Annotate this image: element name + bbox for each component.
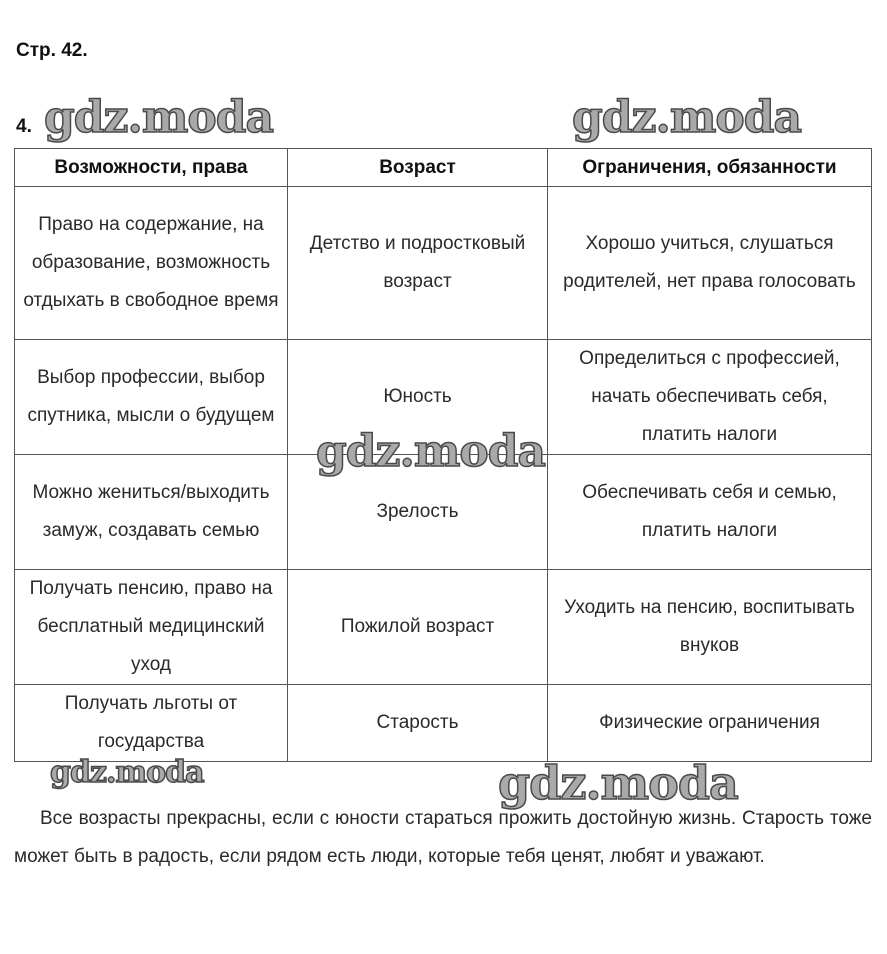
table-row [15,187,872,340]
cell-duties: Хорошо учиться, слушаться родителей, нет права голосовать [548,187,872,340]
task-number: 4. [16,116,32,137]
column-header-duties: Ограничения, обязанности [548,149,872,187]
cell-age: Зрелость [288,455,548,570]
cell-age: Старость [288,685,548,762]
cell-duties: Обеспечивать себя и семью, платить налоги [548,455,872,570]
conclusion-paragraph: Все возрасты прекрасны, если с юности стараться прожить достойную жизнь. Старость тоже может быть в радость, если рядом есть люди, которые тебя ценят, любят и уважают. [14,808,872,867]
cell-rights: Можно жениться/выходить замуж, создавать семью [15,455,288,570]
cell-rights: Выбор профессии, выбор спутника, мысли о будущем [15,340,288,455]
watermark-logo: gdz.moda [572,92,802,143]
cell-age: Юность [288,340,548,455]
column-header-rights: Возможности, права [15,149,288,187]
watermark-logo: gdz.moda [44,92,274,143]
column-header-age: Возраст [288,149,548,187]
cell-rights: Получать льготы от государства [15,685,288,762]
cell-duties: Уходить на пенсию, воспитывать внуков [548,570,872,685]
table-row [15,455,872,570]
table-row [15,570,872,685]
watermark-logo: gdz.moda [498,756,738,810]
cell-duties: Определиться с профессией, начать обеспечивать себя, платить налоги [548,340,872,455]
cell-rights: Право на содержание, на образование, возможность отдыхать в свободное время [15,187,288,340]
cell-duties: Физические ограничения [548,685,872,762]
cell-age: Пожилой возраст [288,570,548,685]
table-row [15,340,872,455]
cell-rights: Получать пенсию, право на бесплатный медицинский уход [15,570,288,685]
cell-age: Детство и подростковый возраст [288,187,548,340]
watermark-logo: gdz.moda [50,755,204,790]
page-header: Стр. 42. [16,40,88,61]
watermark-logo: gdz.moda [316,426,546,477]
table-header-row [15,149,872,187]
age-stages-table [14,148,872,762]
table-row [15,685,872,762]
